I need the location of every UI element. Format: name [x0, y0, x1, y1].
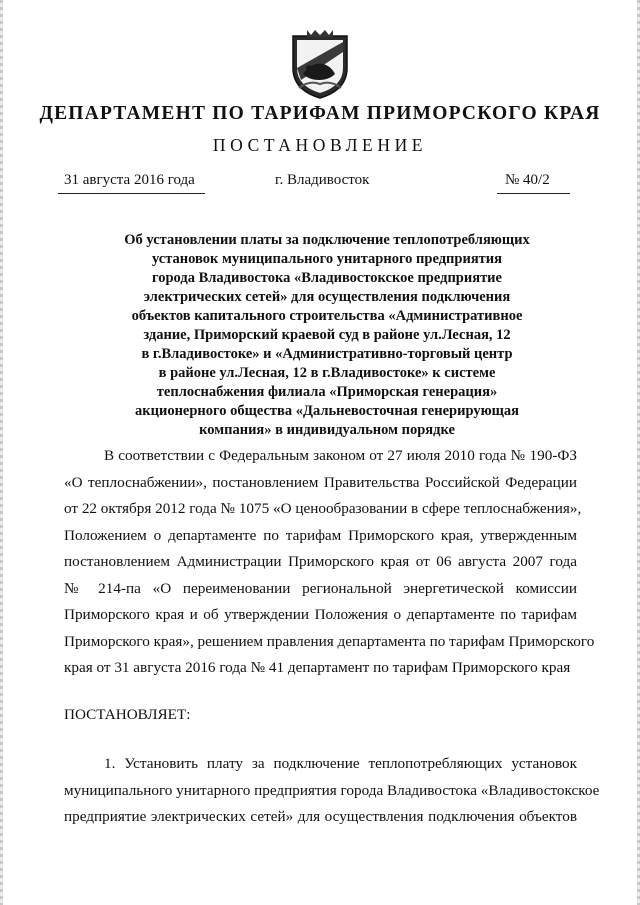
preamble-line: края от 31 августа 2016 года № 41 департамент по тарифам Приморского края: [64, 659, 571, 676]
resolves-heading: ПОСТАНОВЛЯЕТ:: [64, 706, 191, 723]
coat-of-arms-icon: [289, 28, 351, 100]
preamble-line: Приморского края», решением правления департамента по тарифам Приморского: [64, 632, 595, 650]
subject-line: города Владивостока «Владивостокское предприятие: [152, 270, 502, 286]
item-1-line: муниципального унитарного предприятия города Владивостока «Владивостокское: [64, 781, 600, 799]
date-underline: [58, 193, 205, 194]
preamble-line: от 22 октября 2012 года № 1075 «О ценообразовании в сфере теплоснабжения»,: [64, 500, 582, 517]
subject-line: Об установлении платы за подключение теплопотребляющих: [124, 232, 530, 248]
subject-line: электрических сетей» для осуществления подключения: [143, 289, 511, 305]
subject-line: в г.Владивостоке» и «Административно-торговый центр: [141, 346, 513, 362]
department-title: ДЕПАРТАМЕНТ ПО ТАРИФАМ ПРИМОРСКОГО КРАЯ: [39, 103, 601, 124]
document-number: № 40/2: [505, 172, 550, 188]
preamble-line: В соответствии с Федеральным законом от 27 июля 2010 года № 190-ФЗ: [104, 447, 577, 464]
subject-line: в районе ул.Лесная, 12 в г.Владивостоке» к системе: [158, 365, 496, 381]
item-1-paragraph: [64, 751, 600, 831]
document-date: 31 августа 2016 года: [64, 172, 195, 188]
document-type: ПОСТАНОВЛЕНИЕ: [212, 135, 428, 155]
subject-line: здание, Приморский краевой суд в районе ул.Лесная, 12: [143, 327, 511, 343]
subject-line: акционерного общества «Дальневосточная генерирующая: [135, 403, 519, 419]
subject-line: компания» в индивидуальном порядке: [199, 422, 455, 438]
preamble-line: № 214-па «О переименовании региональной энергетической комиссии: [64, 579, 577, 597]
document-subject: [92, 231, 562, 440]
preamble-line: Положением о департаменте по тарифам Приморского края, утвержденным: [64, 526, 577, 544]
preamble-line: постановлением Администрации Приморского края от 06 августа 2007 года: [64, 553, 577, 570]
preamble-line: «О теплоснабжении», постановлением Правительства Российской Федерации: [64, 473, 577, 491]
subject-line: объектов капитального строительства «Административное: [131, 308, 523, 324]
item-1-line: предприятие электрических сетей» для осуществления подключения объектов: [64, 808, 577, 825]
subject-line: установок муниципального унитарного предприятия: [152, 251, 502, 267]
item-1-line: 1. Установить плату за подключение теплопотребляющих установок: [104, 755, 577, 772]
document-city: г. Владивосток: [275, 172, 370, 188]
preamble-paragraph: [64, 443, 595, 682]
number-underline: [497, 193, 570, 194]
scan-edge-left: [0, 0, 3, 905]
subject-line: теплоснабжения филиала «Приморская генерация»: [156, 384, 498, 400]
preamble-line: Приморского края и об утверждении Положения о департаменте по тарифам: [64, 606, 577, 623]
